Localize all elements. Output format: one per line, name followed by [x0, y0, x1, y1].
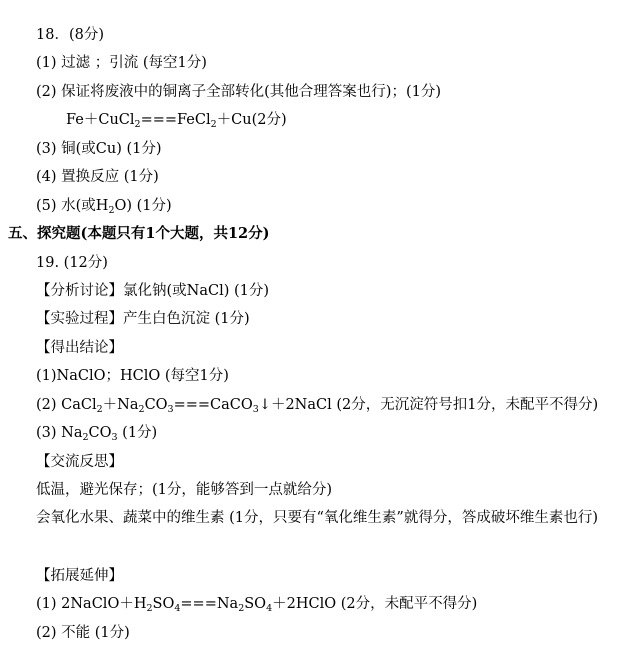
eq-part: ＋2HClO (2分，未配平不得分) [272, 596, 478, 612]
q19-extension-title: 【拓展延伸】 [36, 568, 123, 584]
eq-subscript: 3 [111, 432, 118, 443]
eq-part: (3) Na [36, 425, 83, 441]
q19-extension-1 [36, 594, 477, 614]
eq-part: ↓＋2NaCl (2分，无沉淀符号扣1分，未配平不得分) [258, 397, 599, 413]
eq-part: ===Na [180, 596, 239, 612]
eq-subscript: 4 [266, 603, 273, 614]
q19-conclusion-1: (1)NaClO；HClO (每空1分) [36, 368, 229, 384]
eq-subscript: 3 [167, 404, 174, 415]
eq-part: CO [88, 425, 112, 441]
text-part: O) (1分) [114, 198, 172, 214]
q19-conclusion-title: 【得出结论】 [36, 340, 123, 356]
eq-part: (1) 2NaClO＋H [36, 596, 147, 612]
eq-part: SO [152, 596, 175, 612]
q19-process: 【实验过程】产生白色沉淀 (1分) [36, 311, 250, 327]
q18-heading: 18．(8分) [36, 27, 104, 43]
eq-subscript: 2 [146, 603, 153, 614]
q18-item5 [36, 196, 172, 216]
eq-part: ===CaCO [173, 397, 253, 413]
q18-item3: (3) 铜(或Cu) (1分) [36, 141, 162, 157]
eq-subscript: 2 [134, 119, 141, 130]
eq-subscript: 2 [82, 432, 89, 443]
eq-subscript: 2 [210, 119, 217, 130]
q19-conclusion-3 [36, 423, 157, 443]
q19-reflection-1: 低温，避光保存；(1分，能够答到一点就给分) [36, 482, 333, 498]
q18-item1: (1) 过滤 ；引流 (每空1分) [36, 55, 207, 71]
eq-subscript: 3 [252, 404, 259, 415]
eq-subscript: 2 [96, 404, 103, 415]
eq-part: ===FeCl [140, 112, 211, 128]
eq-part: CO [144, 397, 168, 413]
q19-conclusion-2 [36, 395, 598, 415]
eq-subscript: 2 [238, 603, 245, 614]
q18-item2-equation [66, 110, 287, 130]
eq-part: (1分) [117, 425, 158, 441]
q19-extension-2: (2) 不能 (1分) [36, 625, 130, 641]
text-part: (5) 水(或H [36, 198, 109, 214]
eq-part: (2) CaCl [36, 397, 97, 413]
q19-analysis: 【分析讨论】氯化钠(或NaCl) (1分) [36, 283, 270, 299]
q19-reflection-title: 【交流反思】 [36, 454, 123, 470]
q19-reflection-2: 会氧化水果、蔬菜中的维生素 (1分，只要有“氧化维生素”就得分，答成破坏维生素也行) [36, 510, 598, 526]
subscript: 2 [108, 205, 115, 216]
q18-item2: (2) 保证将废液中的铜离子全部转化(其他合理答案也行)；(1分) [36, 84, 441, 100]
eq-subscript: 2 [138, 404, 145, 415]
eq-part: SO [244, 596, 267, 612]
eq-part: ＋Na [102, 397, 139, 413]
q18-item4: (4) 置换反应 (1分) [36, 169, 159, 185]
section5-title: 五、探究题(本题只有1个大题，共12分) [8, 225, 270, 242]
q19-heading: 19. (12分) [36, 255, 108, 271]
eq-part: ＋Cu(2分) [216, 112, 287, 128]
eq-part: Fe＋CuCl [66, 112, 135, 128]
eq-subscript: 4 [174, 603, 181, 614]
